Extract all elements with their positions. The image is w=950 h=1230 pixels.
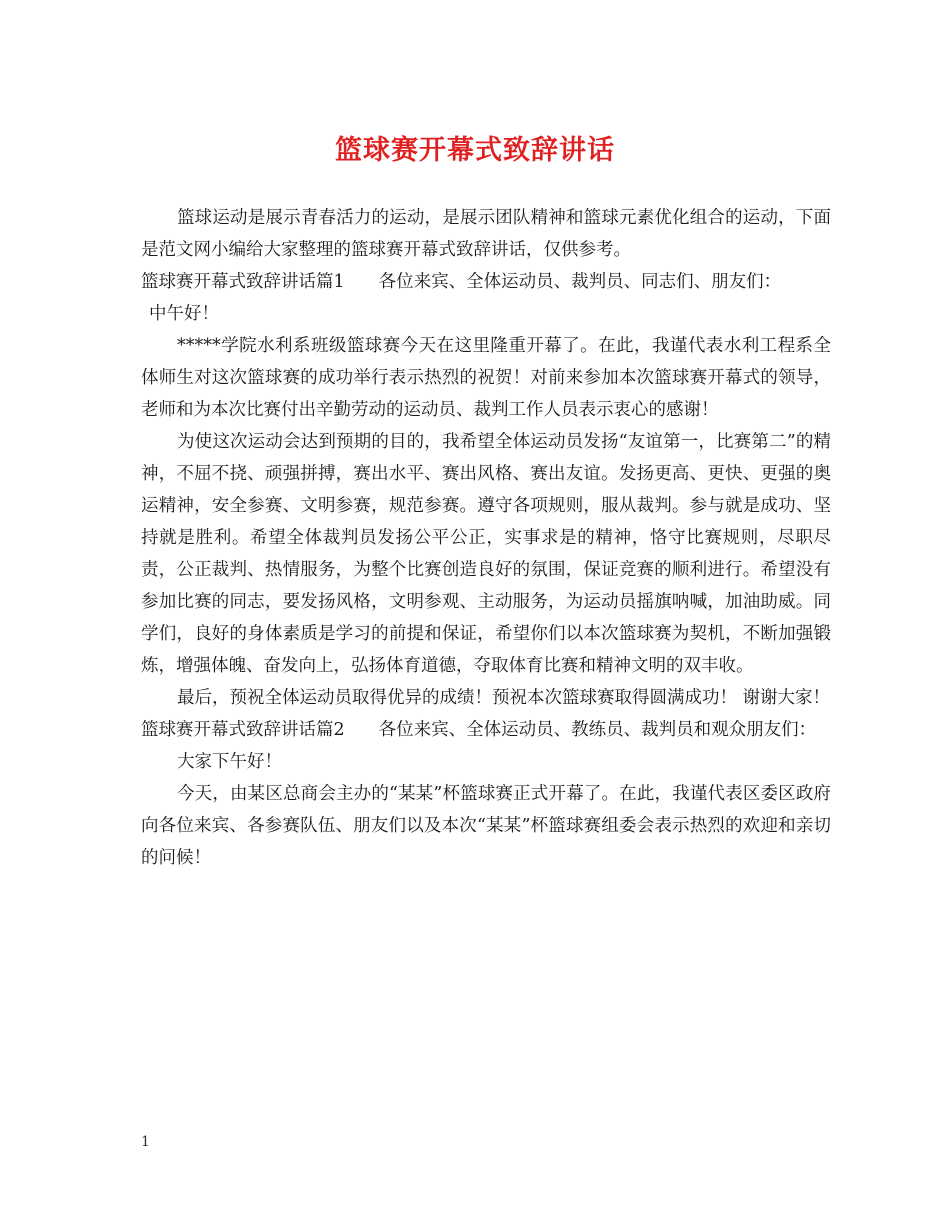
- intro-paragraph: 篮球运动是展示青春活力的运动，是展示团队精神和篮球元素优化组合的运动，下面是范文网小编给大家整理的篮球赛开幕式致辞讲话，仅供参考。: [141, 208, 831, 260]
- section-2-heading-line: [141, 714, 831, 746]
- document-body: [141, 202, 831, 874]
- section-1-salutation: 各位来宾、全体运动员、裁判员、同志们、朋友们：: [378, 272, 782, 292]
- section-2-paragraph: 今天，由某区总商会主办的“某某”杯篮球赛正式开幕了。在此，我谨代表区委区政府向各位来宾、各参赛队伍、朋友们以及本次“某某”杯篮球赛组委会表示热烈的欢迎和亲切的问候！: [141, 784, 831, 868]
- section-1-paragraph: 最后，预祝全体运动员取得优异的成绩！预祝本次篮球赛取得圆满成功！ 谢谢大家！: [177, 688, 831, 708]
- section-2-salutation: 各位来宾、全体运动员、教练员、裁判员和观众朋友们：: [378, 720, 817, 740]
- section-1-paragraph: *****学院水利系班级篮球赛今天在这里隆重开幕了。在此，我谨代表水利工程系全体师生对这次篮球赛的成功举行表示热烈的祝贺！对前来参加本次篮球赛开幕式的领导，老师和为本次比赛付出辛勤劳动的运动员、裁判工作人员表示衷心的感谢！: [141, 336, 831, 420]
- section-1-greeting: 中午好！: [149, 304, 219, 324]
- section-1-heading-line: [141, 266, 831, 298]
- section-1-heading: 篮球赛开幕式致辞讲话篇1: [141, 272, 345, 292]
- section-1-paragraph: 为使这次运动会达到预期的目的，我希望全体运动员发扬“友谊第一，比赛第二”的精神，不屈不挠、顽强拼搏，赛出水平、赛出风格、赛出友谊。发扬更高、更快、更强的奥运精神，安全参赛、文明参赛，规范参赛。遵守各项规则，服从裁判。参与就是成功、坚持就是胜利。希望全体裁判员发扬公平公正，实事求是的精神，恪守比赛规则，尽职尽责，公正裁判、热情服务，为整个比赛创造良好的氛围，保证竞赛的顺利进行。希望没有参加比赛的同志，要发扬风格，文明参观、主动服务，为运动员摇旗呐喊，加油助威。同学们，良好的身体素质是学习的前提和保证，希望你们以本次篮球赛为契机，不断加强锻炼，增强体魄、奋发向上，弘扬体育道德，夺取体育比赛和精神文明的双丰收。: [141, 432, 831, 676]
- section-2-heading: 篮球赛开幕式致辞讲话篇2: [141, 720, 345, 740]
- section-2-greeting: 大家下午好！: [177, 752, 282, 772]
- page-number: 1: [141, 1134, 150, 1150]
- document-title: 篮球赛开幕式致辞讲话: [335, 135, 615, 166]
